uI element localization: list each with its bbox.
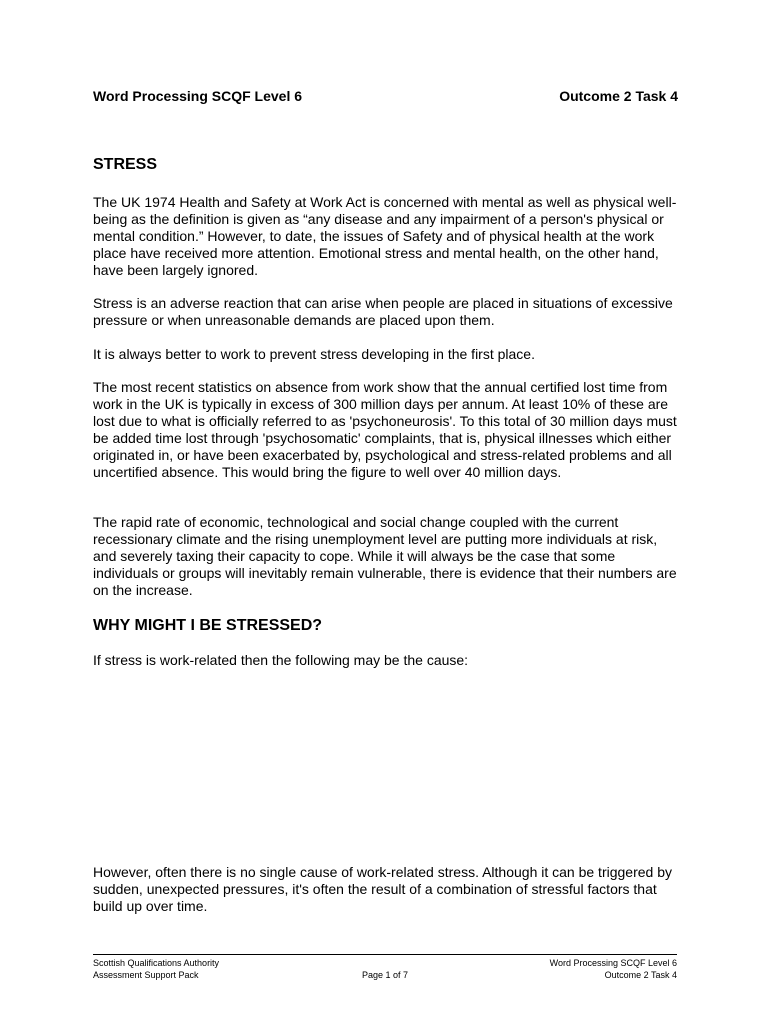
paragraph-1: The UK 1974 Health and Safety at Work Act is concerned with mental as well as physical well-being as the definition is given as “any disease and any impairment of a person's physical or mental condition.” However, to date, the issues of Safety and of physical health at the work place have received more attention. Emotional stress and mental health, on the other hand, have been largely ignored. [93, 194, 677, 278]
footer-right-line1: Word Processing SCQF Level 6 [549, 958, 677, 968]
footer-divider [93, 954, 677, 955]
page-header [93, 87, 678, 105]
footer-left-line2: Assessment Support Pack [93, 970, 199, 980]
footer-left-line1: Scottish Qualifications Authority [93, 958, 220, 968]
footer-page-number: Page 1 of 7 [361, 970, 409, 980]
header-right: Outcome 2 Task 4 [559, 88, 678, 104]
paragraph-4: The most recent statistics on absence from work show that the annual certified lost time from work in the UK is typically in excess of 300 million days per annum. At least 10% of these are lost due to what is officially referred to as 'psychoneurosis'. To this total of 30 million days must be added time lost through 'psychosomatic' complaints, that is, physical illnesses which either originated in, or have been exacerbated by, psychological and stress-related problems and all uncertified absence. This would bring the figure to well over 40 million days. [93, 379, 677, 480]
paragraph-3: It is always better to work to prevent stress developing in the first place. [93, 346, 535, 362]
heading-why-stressed: WHY MIGHT I BE STRESSED? [93, 617, 323, 634]
paragraph-intro: If stress is work-related then the following may be the cause: [93, 652, 469, 668]
paragraph-closing: However, often there is no single cause of work-related stress. Although it can be triggered by sudden, unexpected pressures, it's often the result of a combination of stressful factors that build up over time. [93, 864, 672, 914]
footer-right-line2: Outcome 2 Task 4 [604, 970, 677, 980]
paragraph-2: Stress is an adverse reaction that can arise when people are placed in situations of excessive pressure or when unreasonable demands are placed upon them. [93, 295, 673, 328]
heading-stress: STRESS [93, 156, 158, 173]
page-footer [93, 957, 677, 981]
header-left: Word Processing SCQF Level 6 [93, 88, 303, 104]
paragraph-5: The rapid rate of economic, technological and social change coupled with the current recessionary climate and the rising unemployment level are putting more individuals at risk, and severely taxing their capacity to cope. While it will always be the case that some individuals or groups will inevitably remain vulnerable, there is evidence that their numbers are on the increase. [93, 514, 677, 598]
